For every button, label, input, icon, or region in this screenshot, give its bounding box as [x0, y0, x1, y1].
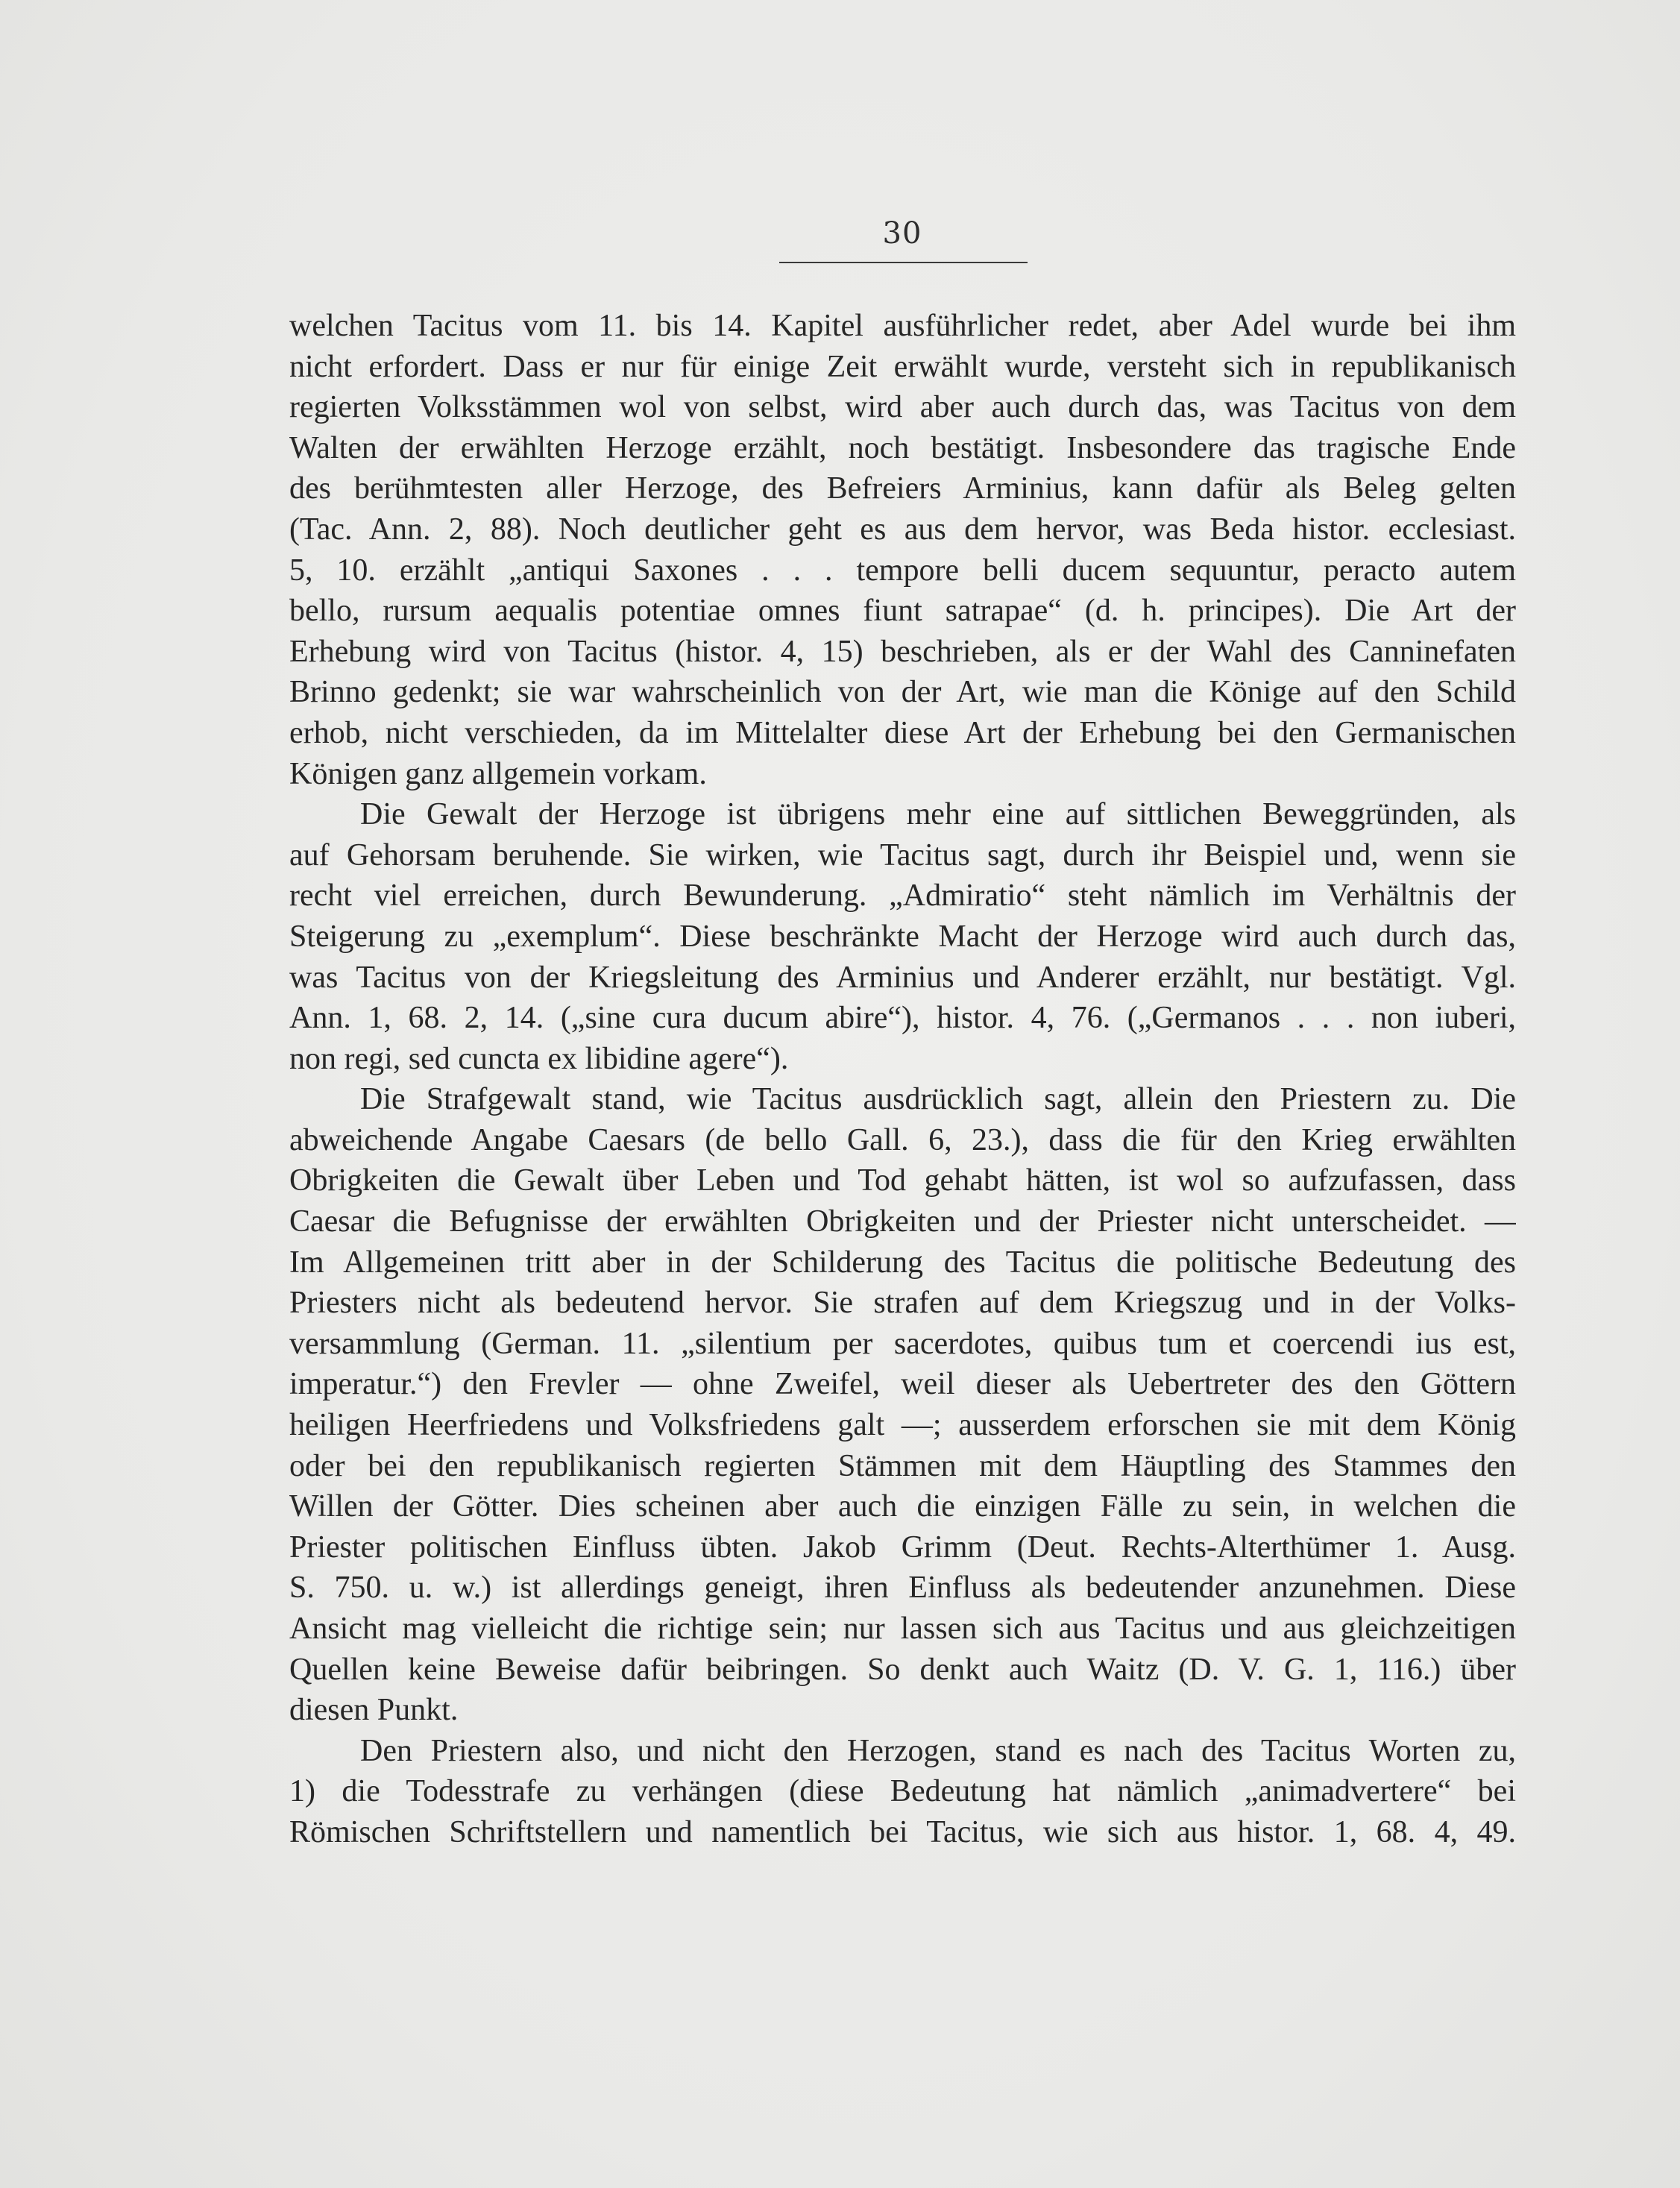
text-line: regierten Volksstämmen wol von selbst, wird aber auch durch das, was Tacitus von dem: [289, 390, 1516, 425]
text-line: Erhebung wird von Tacitus (histor. 4, 15) beschrieben, als er der Wahl des Canninefaten: [289, 634, 1516, 669]
text-line: Brinno gedenkt; sie war wahrscheinlich von der Art, wie man die Könige auf den Schild: [289, 675, 1516, 710]
text-line: Quellen keine Beweise dafür beibringen. So denkt auch Waitz (D. V. G. 1, 116.) über: [289, 1652, 1516, 1687]
text-line: Den Priestern also, und nicht den Herzogen, stand es nach des Tacitus Worten zu,: [360, 1733, 1516, 1768]
text-line: Willen der Götter. Dies scheinen aber auch die einzigen Fälle zu sein, in welchen die: [289, 1489, 1516, 1524]
text-line: Priesters nicht als bedeutend hervor. Sie strafen auf dem Kriegszug und in der Volks-: [289, 1286, 1516, 1321]
text-line: 1) die Todesstrafe zu verhängen (diese Bedeutung hat nämlich „animadvertere“ bei: [289, 1774, 1516, 1809]
paragraph-2: [289, 794, 1516, 1079]
body-text: [289, 306, 1516, 1853]
text-line: des berühmtesten aller Herzoge, des Befreiers Arminius, kann dafür als Beleg gelten: [289, 471, 1516, 506]
text-line: Königen ganz allgemein vorkam.: [289, 756, 707, 791]
text-line: was Tacitus von der Kriegsleitung des Arminius und Anderer erzählt, nur bestätigt. Vgl.: [289, 960, 1516, 995]
text-line: recht viel erreichen, durch Bewunderung. „Admiratio“ steht nämlich im Verhältnis der: [289, 878, 1516, 914]
text-line: abweichende Angabe Caesars (de bello Gall. 6, 23.), dass die für den Krieg erwählten: [289, 1122, 1516, 1157]
text-line: non regi, sed cuncta ex libidine agere“).: [289, 1041, 789, 1076]
paragraph-3: [289, 1079, 1516, 1731]
text-line: nicht erfordert. Dass er nur für einige Zeit erwählt wurde, versteht sich in republikanisch: [289, 349, 1516, 384]
text-line: Priester politischen Einfluss übten. Jakob Grimm (Deut. Rechts-Alterthümer 1. Ausg.: [289, 1530, 1516, 1565]
text-line: welchen Tacitus vom 11. bis 14. Kapitel ausführlicher redet, aber Adel wurde bei ihm: [289, 309, 1516, 343]
header-rule: [779, 262, 1028, 263]
text-line: S. 750. u. w.) ist allerdings geneigt, ihren Einfluss als bedeutender anzunehmen. Diese: [289, 1571, 1516, 1606]
text-line: Caesar die Befugnisse der erwählten Obrigkeiten und der Priester nicht unterscheidet. —: [289, 1204, 1516, 1239]
text-line: Römischen Schriftstellern und namentlich bei Tacitus, wie sich aus histor. 1, 68. 4, 49.: [289, 1814, 1516, 1849]
text-line: erhob, nicht verschieden, da im Mittelalter diese Art der Erhebung bei den Germanischen: [289, 715, 1516, 750]
text-line: Walten der erwählten Herzoge erzählt, noch bestätigt. Insbesondere das tragische Ende: [289, 430, 1516, 465]
text-line: auf Gehorsam beruhende. Sie wirken, wie Tacitus sagt, durch ihr Beispiel und, wenn sie: [289, 837, 1516, 873]
text-line: imperatur.“) den Frevler — ohne Zweifel, weil dieser als Uebertreter des den Göttern: [289, 1367, 1516, 1402]
text-line: Obrigkeiten die Gewalt über Leben und Tod gehabt hätten, ist wol so aufzufassen, dass: [289, 1163, 1516, 1198]
text-line: 5, 10. erzählt „antiqui Saxones . . . tempore belli ducem sequuntur, peracto autem: [289, 553, 1516, 588]
paragraph-4: [289, 1731, 1516, 1853]
text-line: (Tac. Ann. 2, 88). Noch deutlicher geht es aus dem hervor, was Beda histor. ecclesiast.: [289, 512, 1516, 547]
text-line: Ansicht mag vielleicht die richtige sein; nur lassen sich aus Tacitus und aus gleichzeitigen: [289, 1612, 1516, 1646]
text-line: diesen Punkt.: [289, 1693, 459, 1728]
paragraph-1: [289, 306, 1516, 794]
text-line: oder bei den republikanisch regierten Stämmen mit dem Häuptling des Stammes den: [289, 1448, 1516, 1483]
text-line: versammlung (German. 11. „silentium per sacerdotes, quibus tum et coercendi ius est,: [289, 1326, 1516, 1361]
text-line: bello, rursum aequalis potentiae omnes fiunt satrapae“ (d. h. principes). Die Art der: [289, 594, 1516, 629]
text-line: Ann. 1, 68. 2, 14. („sine cura ducum abire“), histor. 4, 76. („Germanos . . . non iuberi,: [289, 1001, 1516, 1036]
text-line: Die Gewalt der Herzoge ist übrigens mehr eine auf sittlichen Beweggründen, als: [360, 797, 1516, 832]
text-line: Steigerung zu „exemplum“. Diese beschränkte Macht der Herzoge wird auch durch das,: [289, 919, 1516, 954]
text-line: Die Strafgewalt stand, wie Tacitus ausdrücklich sagt, allein den Priestern zu. Die: [360, 1082, 1516, 1117]
page-number: 30: [882, 216, 922, 251]
text-line: Im Allgemeinen tritt aber in der Schilderung des Tacitus die politische Bedeutung des: [289, 1245, 1516, 1280]
text-line: heiligen Heerfriedens und Volksfriedens galt —; ausserdem erforschen sie mit dem König: [289, 1408, 1516, 1443]
